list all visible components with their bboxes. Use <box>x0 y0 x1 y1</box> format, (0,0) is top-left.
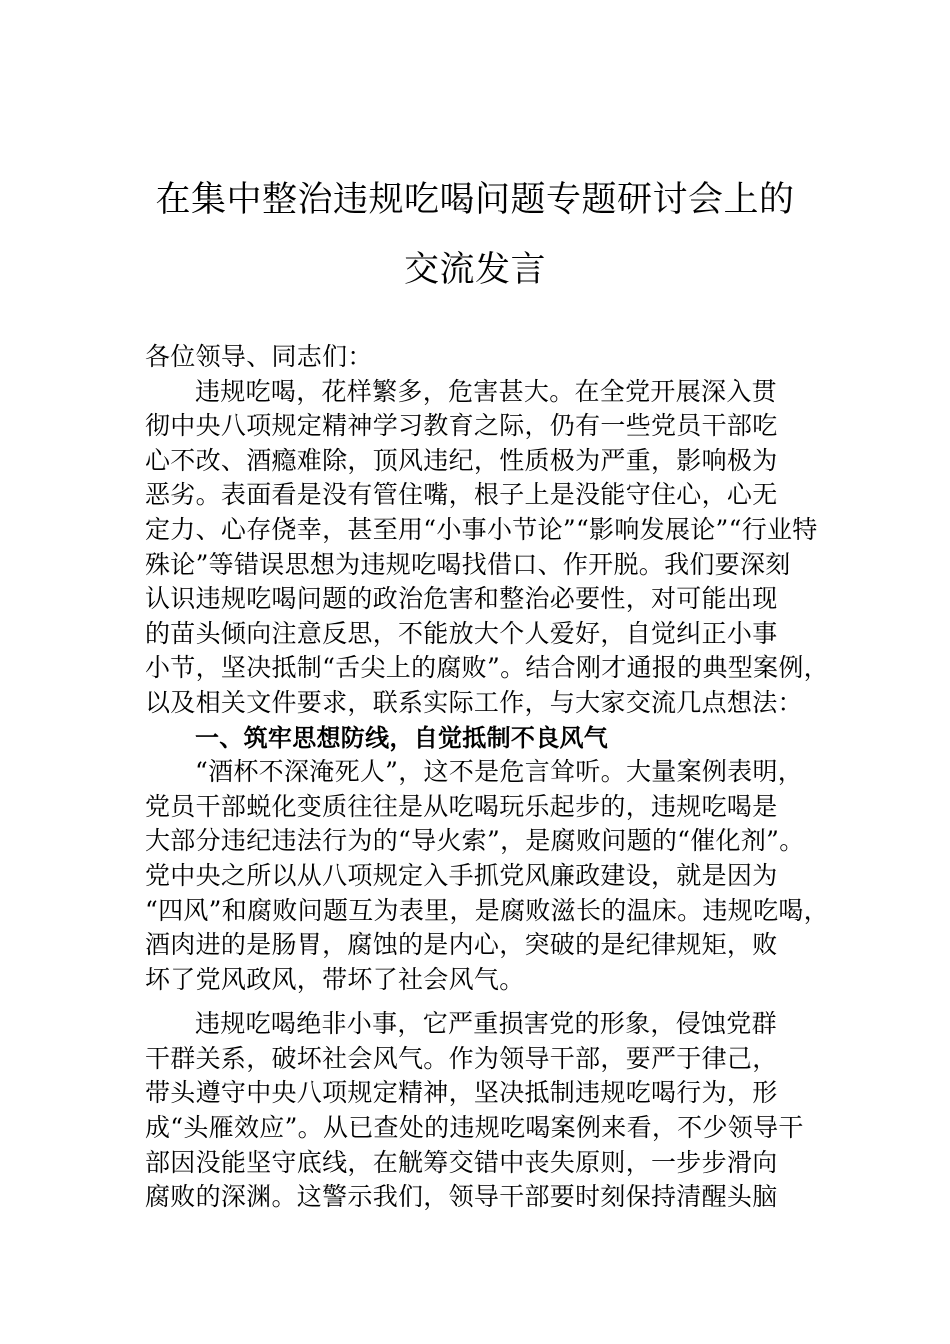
paragraph-line: 党中央之所以从八项规定入手抓党风廉政建设，就是因为 <box>145 860 778 890</box>
paragraph-line: 违规吃喝绝非小事，它严重损害党的形象，侵蚀党群 <box>195 1009 777 1039</box>
paragraph-line: 殊论”等错误思想为违规吃喝找借口、作开脱。我们要深刻 <box>145 549 791 579</box>
paragraph-line: 彻中央八项规定精神学习教育之际，仍有一些党员干部吃 <box>145 411 778 441</box>
paragraph-line: 心不改、酒瘾难除，顶风违纪，性质极为严重，影响极为 <box>145 445 778 475</box>
paragraph-line: 小节，坚决抵制“舌尖上的腐败”。结合刚才通报的典型案例， <box>145 653 829 683</box>
section-heading-1: 一、筑牢思想防线，自觉抵制不良风气 <box>195 723 609 752</box>
salutation: 各位领导、同志们： <box>145 342 373 371</box>
paragraph-line: 带头遵守中央八项规定精神，坚决抵制违规吃喝行为，形 <box>145 1078 778 1108</box>
paragraph-3 <box>145 1007 817 1215</box>
paragraph-line: 恶劣。表面看是没有管住嘴，根子上是没能守住心，心无 <box>145 480 778 510</box>
paragraph-1 <box>145 375 829 721</box>
paragraph-line: 大部分违纪违法行为的“导火索”，是腐败问题的“催化剂”。 <box>145 826 805 856</box>
paragraph-line: “酒杯不深淹死人”，这不是危言耸听。大量案例表明， <box>195 757 804 787</box>
paragraph-line: 违规吃喝，花样繁多，危害甚大。在全党开展深入贯 <box>195 376 777 406</box>
paragraph-line: 部因没能坚守底线，在觥筹交错中丧失原则，一步步滑向 <box>145 1147 778 1177</box>
paragraph-line: 干群关系，破坏社会风气。作为领导干部，要严于律己， <box>145 1043 778 1073</box>
paragraph-line: 腐败的深渊。这警示我们，领导干部要时刻保持清醒头脑 <box>145 1182 778 1212</box>
paragraph-line: 酒肉进的是肠胃，腐蚀的是内心，突破的是纪律规矩，败 <box>145 930 778 960</box>
paragraph-line: “四风”和腐败问题互为表里，是腐败滋长的温床。违规吃喝， <box>145 895 829 925</box>
paragraph-line: 的苗头倾向注意反思，不能放大个人爱好，自觉纠正小事 <box>145 618 778 648</box>
paragraph-line: 党员干部蜕化变质往往是从吃喝玩乐起步的，违规吃喝是 <box>145 791 778 821</box>
paragraph-line: 以及相关文件要求，联系实际工作，与大家交流几点想法： <box>145 687 803 717</box>
paragraph-2 <box>145 755 829 997</box>
document-body <box>145 340 829 1215</box>
document-title-line-2: 交流发言 <box>403 250 546 290</box>
document-title-line-1: 在集中整治违规吃喝问题专题研讨会上的 <box>155 180 795 220</box>
paragraph-line: 成“头雁效应”。从已查处的违规吃喝案例来看，不少领导干 <box>145 1113 804 1143</box>
paragraph-line: 坏了党风政风，带坏了社会风气。 <box>145 964 525 994</box>
paragraph-line: 定力、心存侥幸，甚至用“小事小节论”“影响发展论”“行业特 <box>145 514 818 544</box>
paragraph-line: 认识违规吃喝问题的政治危害和整治必要性，对可能出现 <box>145 584 778 614</box>
